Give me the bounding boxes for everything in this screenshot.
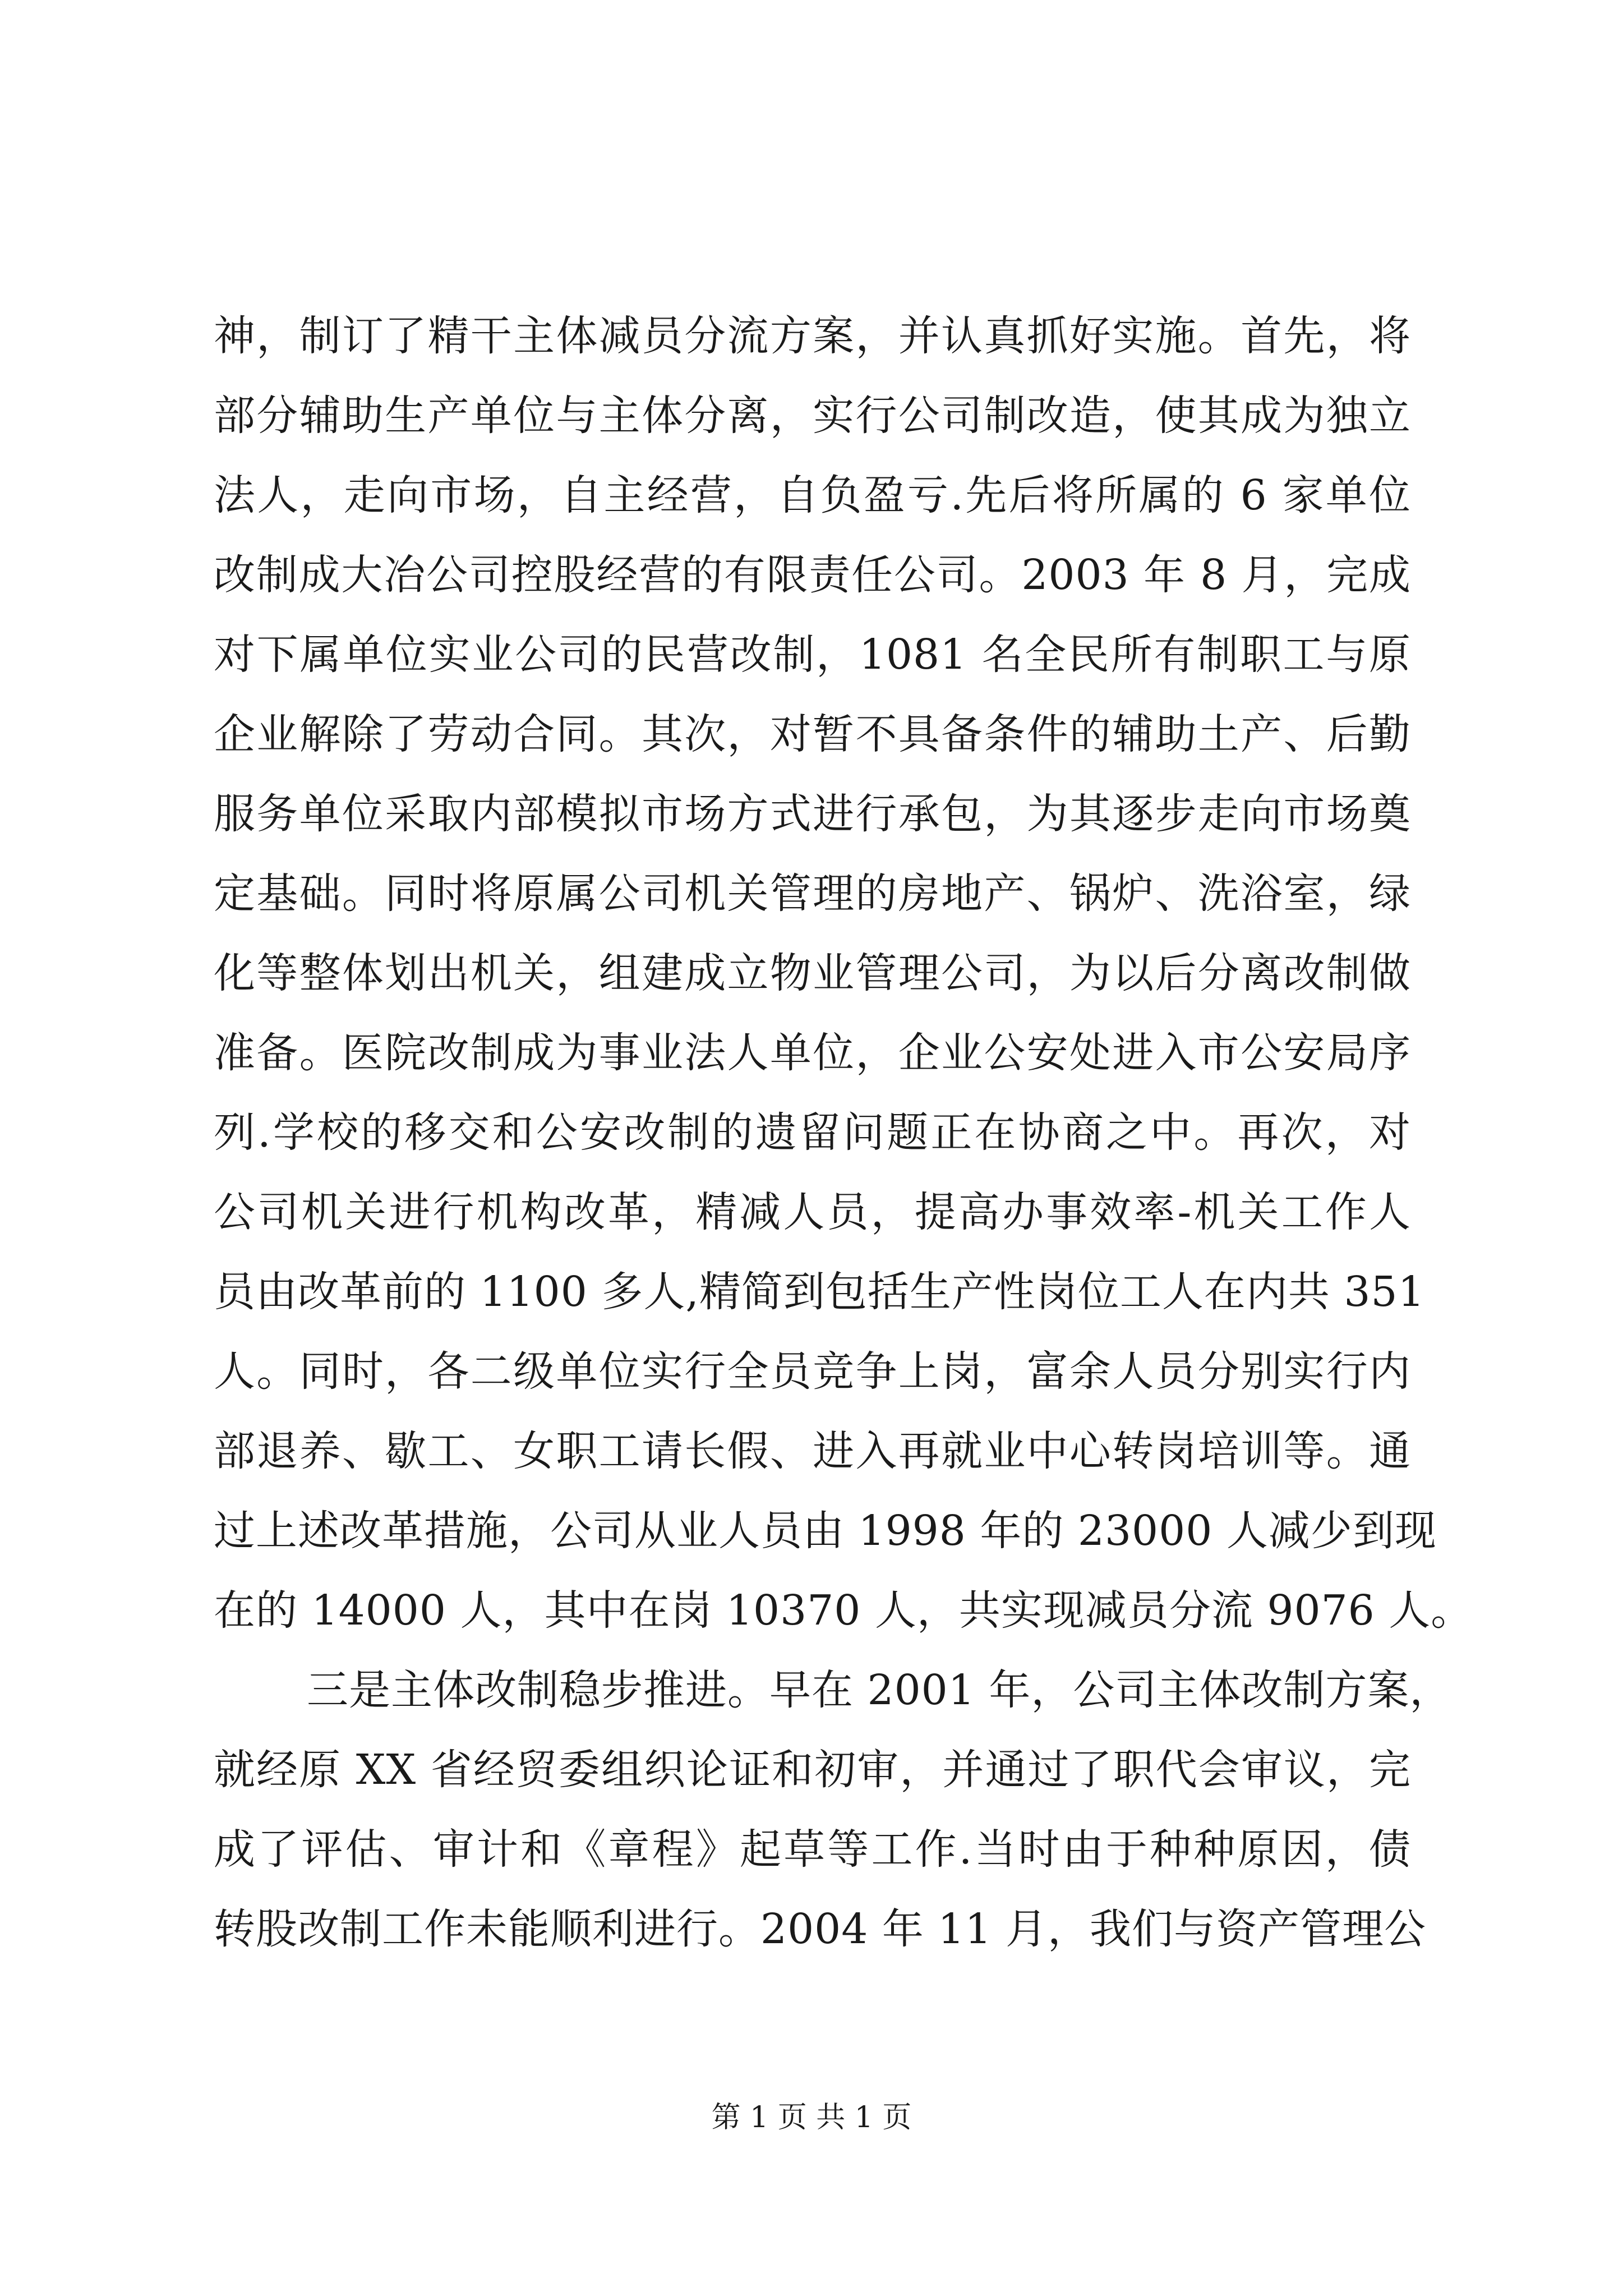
text-line: 转股改制工作未能顺利进行。2004 年 11 月，我们与资产管理公 [214,1905,1427,1953]
text-line: 改制成大冶公司控股经营的有限责任公司。2003 年 8 月，完成 [214,551,1411,599]
text-line: 法人，走向市场，自主经营，自负盈亏.先后将所属的 6 家单位 [214,471,1411,519]
text-line: 部分辅助生产单位与主体分离，实行公司制改造，使其成为独立 [214,392,1411,440]
text-line: 人。同时，各二级单位实行全员竞争上岗，富余人员分别实行内 [214,1347,1411,1396]
text-line: 定基础。同时将原属公司机关管理的房地产、锅炉、洗浴室，绿 [214,869,1411,918]
text-line: 对下属单位实业公司的民营改制，1081 名全民所有制职工与原 [214,631,1411,679]
text-line: 三是主体改制稳步推进。早在 2001 年，公司主体改制方案， [307,1666,1452,1714]
text-line: 化等整体划出机关，组建成立物业管理公司，为以后分离改制做 [214,949,1411,997]
page-number: 第 1 页 共 1 页 [711,2101,912,2134]
page-footer [0,2098,1623,2137]
text-line: 服务单位采取内部模拟市场方式进行承包，为其逐步走向市场奠 [214,790,1411,838]
text-line: 员由改革前的 1100 多人,精简到包括生产性岗位工人在内共 351 [214,1268,1425,1316]
text-line: 准备。医院改制成为事业法人单位，企业公安处进入市公安局序 [214,1029,1411,1077]
text-line: 部退养、歇工、女职工请长假、进入再就业中心转岗培训等。通 [214,1427,1411,1475]
text-line: 列.学校的移交和公安改制的遗留问题正在协商之中。再次，对 [214,1108,1411,1157]
text-line: 成了评估、审计和《章程》起草等工作.当时由于种种原因，债 [214,1825,1411,1874]
document-body [214,296,1473,1969]
text-line: 在的 14000 人，其中在岗 10370 人，共实现减员分流 9076 人。 [214,1586,1473,1635]
text-line: 企业解除了劳动合同。其次，对暂不具备条件的辅助土产、后勤 [214,710,1411,758]
paragraph [214,1650,1452,1969]
paragraph [214,296,1473,1650]
text-line: 就经原 XX 省经贸委组织论证和初审，并通过了职代会审议，完 [214,1746,1411,1794]
text-line: 公司机关进行机构改革，精减人员，提高办事效率-机关工作人 [214,1188,1411,1236]
text-line: 过上述改革措施，公司从业人员由 1998 年的 23000 人减少到现 [214,1507,1437,1555]
text-line: 神，制订了精干主体减员分流方案，并认真抓好实施。首先，将 [214,312,1411,360]
